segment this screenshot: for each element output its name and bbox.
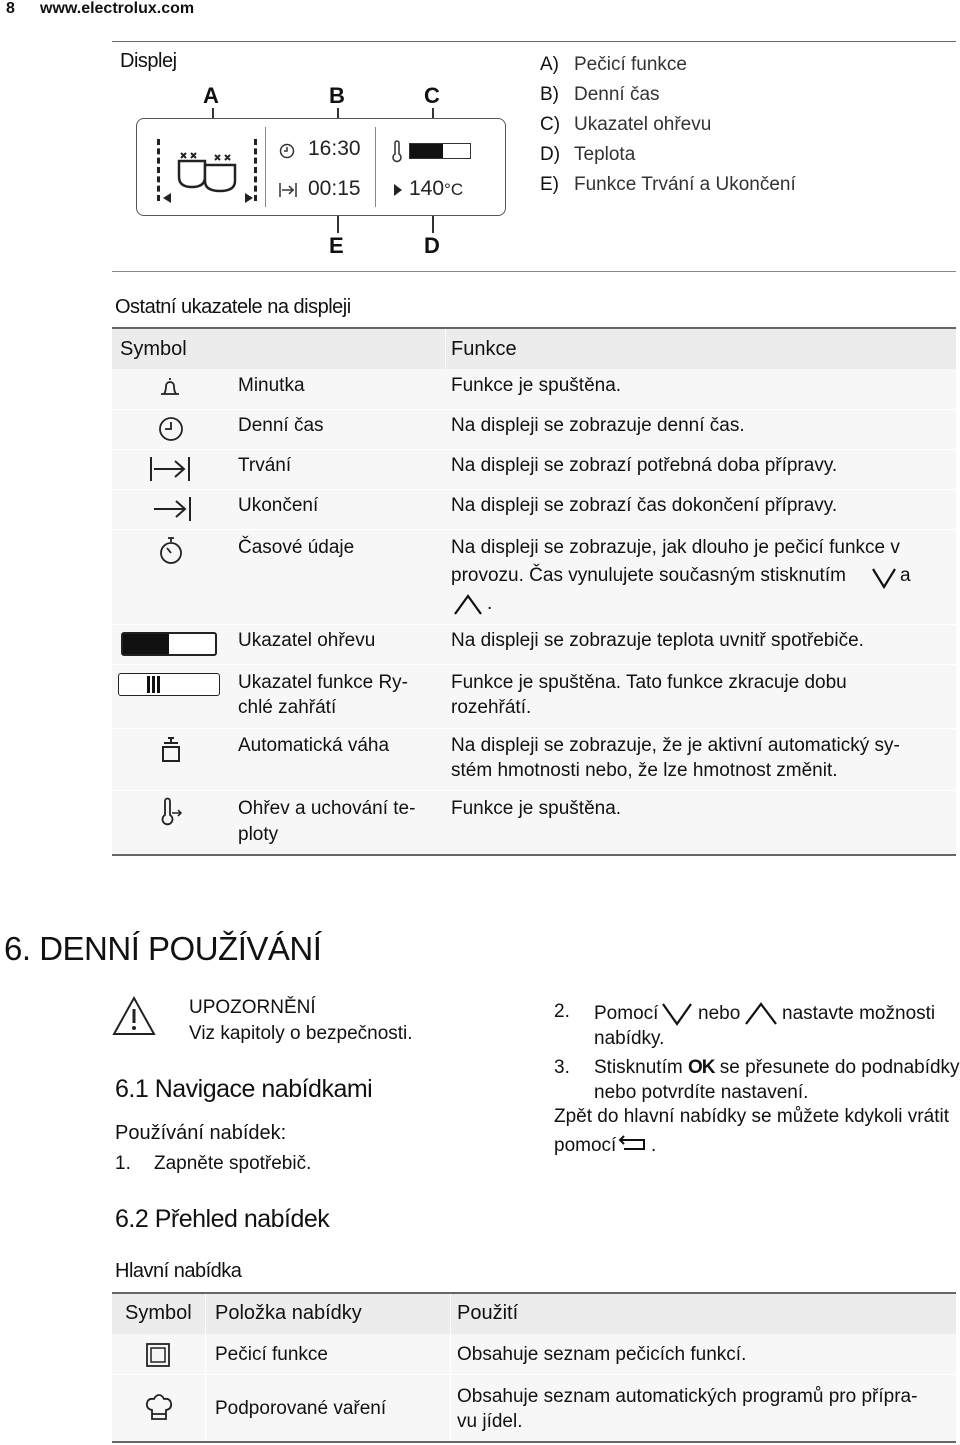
chapter-heading: 6. DENNÍ POUŽÍVÁNÍ xyxy=(4,930,322,967)
indicators-table-bottom-rule xyxy=(112,854,956,856)
display-dashed-bar-left xyxy=(157,139,163,201)
up-arrow-icon xyxy=(453,594,483,616)
indicator-name: Ukazatel ohřevu xyxy=(238,630,376,651)
step-3-text-c: nebo potvrdíte nastavení. xyxy=(594,1082,809,1103)
fast-heat-bar xyxy=(147,676,150,693)
up-arrow-icon xyxy=(744,1002,778,1026)
indicator-function-line2: stém hmotnosti nebo, že lze hmotnost změnit. xyxy=(451,760,838,781)
page-number: 8 xyxy=(6,0,15,17)
menu-item-use: Obsahuje seznam pečicích funkcí. xyxy=(457,1344,747,1365)
indicator-function: Funkce je spuštěna. xyxy=(451,375,622,396)
indicator-function: Na displeji se zobrazí čas dokončení přípravy. xyxy=(451,495,838,516)
row-separator xyxy=(112,489,956,490)
ok-button-label: OK xyxy=(687,1057,715,1078)
back-text-period: . xyxy=(651,1135,657,1156)
menu-table-bottom-rule xyxy=(112,1441,956,1443)
header-symbol: Symbol xyxy=(120,338,187,360)
step-2-text-b: nebo xyxy=(698,1003,741,1024)
temp-pointer-icon xyxy=(394,184,402,196)
indicator-name-line1: Ukazatel funkce Ry- xyxy=(238,672,409,693)
down-arrow-icon xyxy=(661,1002,693,1026)
step-3-number: 3. xyxy=(554,1057,570,1078)
row-separator xyxy=(112,529,956,530)
display-section-title: Displej xyxy=(120,50,177,72)
diagram-letter-a: A xyxy=(203,83,219,108)
row-separator xyxy=(112,449,956,450)
indicator-name-line2: ploty xyxy=(238,824,279,845)
heat-indicator-bar xyxy=(409,143,471,159)
display-left-arrow-icon xyxy=(163,193,171,203)
menu-item-name: Pečicí funkce xyxy=(215,1344,328,1365)
legend-item: E) Funkce Trvání a Ukončení xyxy=(540,174,796,195)
indicators-table-header xyxy=(112,329,956,369)
clock-icon xyxy=(279,143,295,159)
fast-heat-icon xyxy=(118,673,220,696)
weight-icon xyxy=(160,737,182,763)
page-url: www.electrolux.com xyxy=(40,0,195,17)
bell-icon xyxy=(158,376,182,400)
warning-icon xyxy=(112,996,156,1036)
header-divider xyxy=(112,41,956,42)
legend-item: B) Denní čas xyxy=(540,84,660,105)
overview-heading: 6.2 Přehled nabídek xyxy=(115,1205,330,1233)
thermometer-icon xyxy=(391,141,403,161)
menu-item-name: Podporované vaření xyxy=(215,1398,387,1419)
back-text-line1: Zpět do hlavní nabídky se můžete kdykoli vrátit xyxy=(554,1106,949,1127)
step-1-number: 1. xyxy=(115,1153,131,1174)
step-3-text: Stisknutím OK se přesunete do podnabídky xyxy=(594,1057,960,1078)
indicator-function-and: a xyxy=(900,565,911,586)
header-item: Položka nabídky xyxy=(215,1302,362,1324)
end-time-icon xyxy=(152,496,192,522)
indicator-function-line2: provozu. Čas vynulujete současným stisknutím xyxy=(451,565,846,586)
display-legend xyxy=(540,50,796,200)
step-2-text-a: Pomocí xyxy=(594,1003,659,1024)
step-1-text: Zapněte spotřebič. xyxy=(154,1153,312,1174)
stopwatch-icon xyxy=(158,537,184,565)
diagram-letter-e: E xyxy=(329,233,344,258)
diagram-letter-b: B xyxy=(329,83,345,108)
indicator-function: Funkce je spuštěna. xyxy=(451,798,622,819)
indicator-name: Automatická váha xyxy=(238,735,390,756)
duration-icon xyxy=(279,183,297,197)
back-arrow-icon xyxy=(618,1135,650,1153)
warning-text: Viz kapitoly o bezpečnosti. xyxy=(189,1023,413,1044)
duration-icon xyxy=(149,456,191,482)
nav-heading: 6.1 Navigace nabídkami xyxy=(115,1075,373,1103)
diagram-letter-d: D xyxy=(424,233,440,258)
display-divider-2 xyxy=(375,127,376,207)
clock-icon xyxy=(158,416,184,442)
display-divider-1 xyxy=(265,127,266,207)
indicators-title: Ostatní ukazatele na displeji xyxy=(115,296,351,318)
heat-indicator-icon xyxy=(121,632,217,656)
display-duration: 00:15 xyxy=(308,177,361,200)
indicator-function-line1: Na displeji se zobrazuje, že je aktivní automatický sy- xyxy=(451,735,900,756)
row-separator xyxy=(112,790,956,791)
step-2-text-d: nabídky. xyxy=(594,1028,665,1049)
legend-item: C) Ukazatel ohřevu xyxy=(540,114,712,135)
fast-heat-bar xyxy=(157,676,160,693)
heat-indicator-fill xyxy=(410,144,443,158)
legend-item: D) Teplota xyxy=(540,144,636,165)
keep-warm-icon xyxy=(158,799,184,827)
indicator-function-line1: Funkce je spuštěna. Tato funkce zkracuje dobu xyxy=(451,672,847,693)
indicator-name: Časové údaje xyxy=(238,537,355,558)
indicator-function: Na displeji se zobrazuje denní čas. xyxy=(451,415,745,436)
row-separator xyxy=(112,728,956,729)
menu-item-use-line1: Obsahuje seznam automatických programů pro přípra- xyxy=(457,1386,918,1407)
oven-display-screen xyxy=(136,118,506,216)
indicator-function-line2: rozehřátí. xyxy=(451,697,532,718)
down-arrow-icon xyxy=(871,567,897,589)
menu-usage-title: Používání nabídek: xyxy=(115,1122,287,1144)
step-2-number: 2. xyxy=(554,1001,570,1022)
header-function: Funkce xyxy=(451,338,517,360)
row-separator xyxy=(112,409,956,410)
header-symbol: Symbol xyxy=(125,1302,192,1324)
indicator-function-period: . xyxy=(487,593,493,614)
header-use: Použití xyxy=(457,1302,519,1324)
display-dashed-bar-right xyxy=(254,139,260,201)
diagram-letter-c: C xyxy=(424,83,440,108)
display-time: 16:30 xyxy=(308,137,361,160)
indicator-name: Trvání xyxy=(238,455,292,476)
oven-functions-icon xyxy=(145,1342,171,1368)
main-menu-title: Hlavní nabídka xyxy=(115,1260,242,1282)
indicator-function-line1: Na displeji se zobrazuje, jak dlouho je pečicí funkce v xyxy=(451,537,900,558)
warning-title: UPOZORNĚNÍ xyxy=(189,997,316,1018)
column-gap xyxy=(450,1294,451,1441)
indicator-name: Denní čas xyxy=(238,415,324,436)
menu-item-use-line2: vu jídel. xyxy=(457,1411,523,1432)
baking-function-icon xyxy=(175,149,247,197)
row-separator xyxy=(112,1374,956,1375)
column-gap xyxy=(205,1294,206,1441)
row-separator xyxy=(112,624,956,625)
heat-indicator-fill xyxy=(123,634,169,654)
indicator-function: Na displeji se zobrazuje teplota uvnitř spotřebiče. xyxy=(451,630,864,651)
step-2-text-c: nastavte možnosti xyxy=(782,1003,936,1024)
indicator-function: Na displeji se zobrazí potřebná doba přípravy. xyxy=(451,455,838,476)
fast-heat-bar xyxy=(152,676,155,693)
row-separator xyxy=(112,664,956,665)
indicator-name-line2: chlé zahřátí xyxy=(238,697,337,718)
indicator-name: Minutka xyxy=(238,375,305,396)
indicator-name: Ukončení xyxy=(238,495,319,516)
legend-item: A) Pečicí funkce xyxy=(540,54,687,75)
chef-hat-icon xyxy=(145,1394,173,1422)
display-temperature: 140°C xyxy=(409,177,464,200)
back-text-line2a: pomocí xyxy=(554,1135,617,1156)
indicator-name-line1: Ohřev a uchování te- xyxy=(238,798,416,819)
section-divider xyxy=(112,271,956,272)
